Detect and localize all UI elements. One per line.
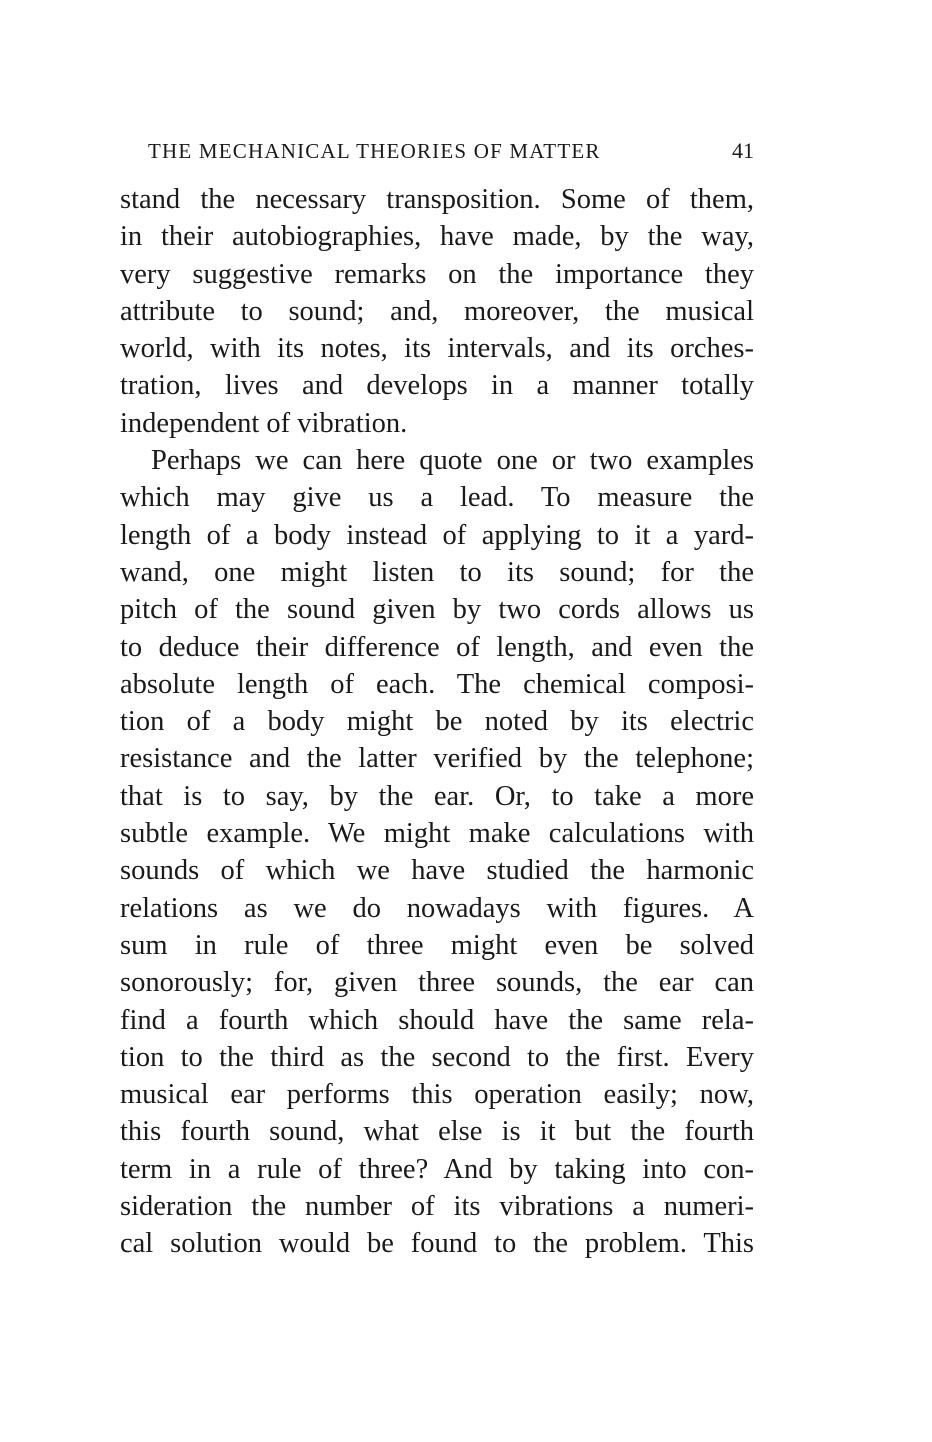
running-head: [148, 138, 754, 164]
text-line: term in a rule of three? And by taking into con-: [120, 1153, 754, 1185]
text-line: sonorously; for, given three sounds, the ear can: [120, 967, 754, 999]
text-line: cal solution would be found to the problem. This: [120, 1228, 754, 1260]
page-number: 41: [732, 138, 754, 163]
text-line: attribute to sound; and, moreover, the musical: [120, 295, 754, 327]
text-line: musical ear performs this operation easily; now,: [120, 1079, 754, 1111]
text-line: tion to the third as the second to the first. Every: [120, 1041, 754, 1073]
text-line: world, with its notes, its intervals, and its orches-: [120, 333, 754, 365]
text-line: this fourth sound, what else is it but the fourth: [120, 1116, 754, 1148]
text-line: pitch of the sound given by two cords allows us: [120, 594, 754, 626]
text-line: tration, lives and develops in a manner totally: [120, 370, 754, 402]
text-line: that is to say, by the ear. Or, to take a more: [120, 780, 754, 812]
text-line: resistance and the latter verified by the telephone;: [120, 743, 754, 775]
text-line: independent of vibration.: [120, 407, 408, 439]
text-line: very suggestive remarks on the importance they: [120, 258, 754, 290]
text-line: sideration the number of its vibrations a numeri-: [120, 1191, 754, 1223]
text-line: subtle example. We might make calculations with: [120, 818, 754, 850]
text-line: wand, one might listen to its sound; for the: [120, 556, 754, 588]
text-line: length of a body instead of applying to it a yard-: [120, 519, 754, 551]
text-line: to deduce their difference of length, and even the: [120, 631, 754, 663]
text-line: absolute length of each. The chemical composi-: [120, 668, 754, 700]
running-title: THE MECHANICAL THEORIES OF MATTER: [148, 139, 601, 163]
text-line: tion of a body might be noted by its electric: [120, 706, 754, 738]
text-line: sounds of which we have studied the harmonic: [120, 855, 754, 887]
text-line: in their autobiographies, have made, by the way,: [120, 221, 754, 253]
text-line: Perhaps we can here quote one or two examples: [151, 445, 754, 477]
text-line: sum in rule of three might even be solved: [120, 929, 754, 961]
text-line: which may give us a lead. To measure the: [120, 482, 754, 514]
text-line: relations as we do nowadays with figures. A: [120, 892, 754, 924]
text-line: find a fourth which should have the same rela-: [120, 1004, 754, 1036]
text-line: stand the necessary transposition. Some of them,: [120, 184, 754, 215]
body-text: [120, 181, 754, 1263]
